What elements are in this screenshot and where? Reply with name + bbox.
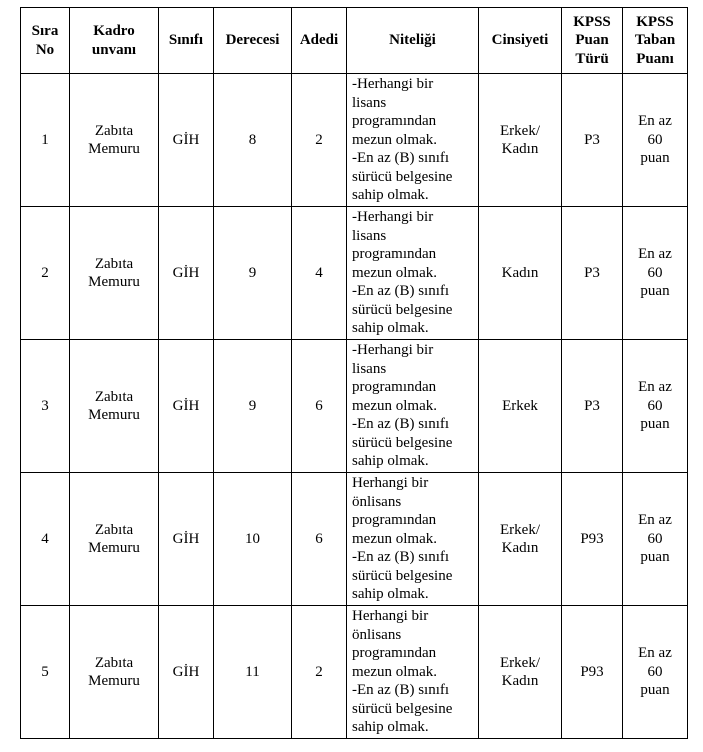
derecesi-cell: 9 — [214, 340, 292, 473]
header-derecesi: Derecesi — [214, 8, 292, 74]
puan-turu-cell: P3 — [562, 207, 623, 340]
taban-puani-cell: En az 60 puan — [623, 74, 688, 207]
adedi-cell: 2 — [292, 606, 347, 739]
taban-puani-cell: En az 60 puan — [623, 207, 688, 340]
derecesi-cell: 11 — [214, 606, 292, 739]
derecesi-cell: 10 — [214, 473, 292, 606]
header-kadro-unvani: Kadro unvanı — [70, 8, 159, 74]
adedi-cell: 6 — [292, 473, 347, 606]
header-adedi: Adedi — [292, 8, 347, 74]
adedi-cell: 2 — [292, 74, 347, 207]
sira-no-cell: 4 — [21, 473, 70, 606]
kadro-unvani-cell: Zabıta Memuru — [70, 473, 159, 606]
sinifi-cell: GİH — [159, 74, 214, 207]
header-sinifi: Sınıfı — [159, 8, 214, 74]
taban-puani-cell: En az 60 puan — [623, 473, 688, 606]
puan-turu-cell: P93 — [562, 606, 623, 739]
sira-no-cell: 3 — [21, 340, 70, 473]
kadro-unvani-cell: Zabıta Memuru — [70, 340, 159, 473]
niteligi-cell: -Herhangi bir lisans programından mezun olmak. -En az (B) sınıfı sürücü belgesine sahip olmak. — [347, 207, 479, 340]
table-row — [21, 207, 688, 340]
cinsiyeti-cell: Erkek/ Kadın — [479, 473, 562, 606]
sinifi-cell: GİH — [159, 606, 214, 739]
puan-turu-cell: P3 — [562, 74, 623, 207]
sira-no-cell: 2 — [21, 207, 70, 340]
header-niteligi: Niteliği — [347, 8, 479, 74]
derecesi-cell: 8 — [214, 74, 292, 207]
header-row — [21, 8, 688, 74]
niteligi-cell: Herhangi bir önlisans programından mezun olmak. -En az (B) sınıfı sürücü belgesine sahip olmak. — [347, 473, 479, 606]
adedi-cell: 4 — [292, 207, 347, 340]
header-kpss-puan-turu: KPSS Puan Türü — [562, 8, 623, 74]
header-kpss-taban-puani: KPSS Taban Puanı — [623, 8, 688, 74]
sira-no-cell: 5 — [21, 606, 70, 739]
kadro-unvani-cell: Zabıta Memuru — [70, 207, 159, 340]
table-row — [21, 340, 688, 473]
table-row — [21, 606, 688, 739]
cinsiyeti-cell: Erkek/ Kadın — [479, 74, 562, 207]
header-cinsiyeti: Cinsiyeti — [479, 8, 562, 74]
sira-no-cell: 1 — [21, 74, 70, 207]
cinsiyeti-cell: Erkek/ Kadın — [479, 606, 562, 739]
puan-turu-cell: P93 — [562, 473, 623, 606]
sinifi-cell: GİH — [159, 473, 214, 606]
cinsiyeti-cell: Kadın — [479, 207, 562, 340]
table-row — [21, 473, 688, 606]
niteligi-cell: Herhangi bir önlisans programından mezun olmak. -En az (B) sınıfı sürücü belgesine sahip olmak. — [347, 606, 479, 739]
taban-puani-cell: En az 60 puan — [623, 606, 688, 739]
niteligi-cell: -Herhangi bir lisans programından mezun olmak. -En az (B) sınıfı sürücü belgesine sahip olmak. — [347, 340, 479, 473]
kadro-unvani-cell: Zabıta Memuru — [70, 606, 159, 739]
derecesi-cell: 9 — [214, 207, 292, 340]
niteligi-cell: -Herhangi bir lisans programından mezun olmak. -En az (B) sınıfı sürücü belgesine sahip olmak. — [347, 74, 479, 207]
cinsiyeti-cell: Erkek — [479, 340, 562, 473]
puan-turu-cell: P3 — [562, 340, 623, 473]
sinifi-cell: GİH — [159, 340, 214, 473]
kadro-table — [20, 7, 688, 739]
kadro-unvani-cell: Zabıta Memuru — [70, 74, 159, 207]
sinifi-cell: GİH — [159, 207, 214, 340]
header-sira-no: Sıra No — [21, 8, 70, 74]
taban-puani-cell: En az 60 puan — [623, 340, 688, 473]
adedi-cell: 6 — [292, 340, 347, 473]
table-row — [21, 74, 688, 207]
